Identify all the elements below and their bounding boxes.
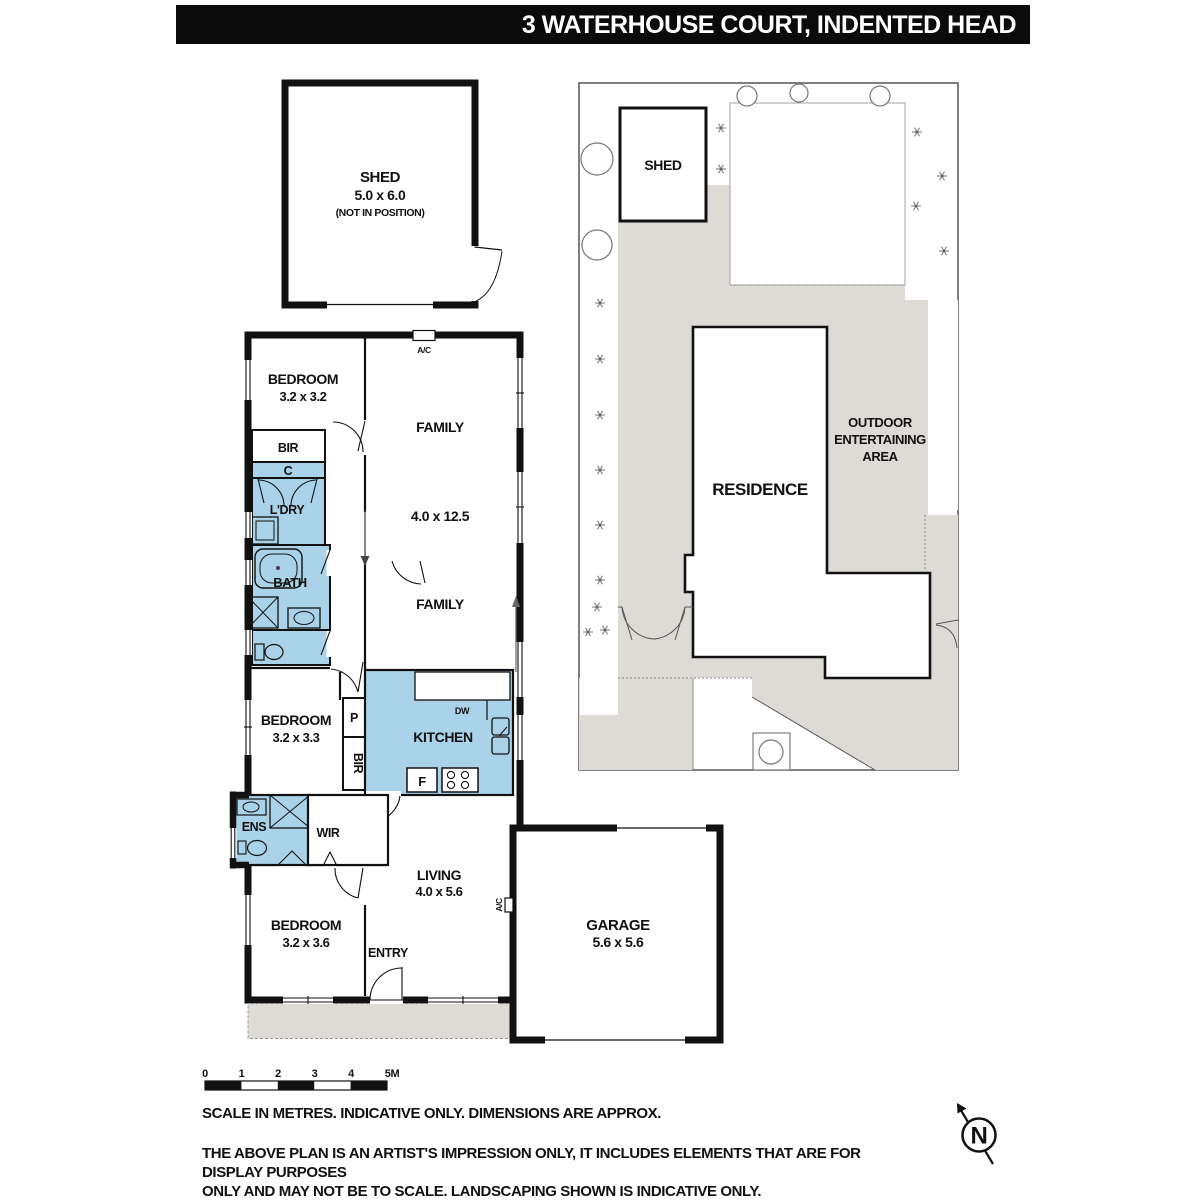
disclaimer-line2: ONLY AND MAY NOT BE TO SCALE. LANDSCAPING SHOWN IS INDICATIVE ONLY. — [202, 1183, 762, 1200]
scale-tick-1: 1 — [238, 1068, 245, 1080]
scale-tick-0: 0 — [202, 1068, 208, 1080]
bir1-label: BIR — [277, 441, 299, 455]
disclaimer — [202, 1144, 862, 1200]
porch — [248, 1004, 513, 1039]
garden-strip-right — [928, 300, 958, 510]
shed-room — [285, 83, 502, 309]
garden-strip-left — [580, 285, 618, 715]
ac-unit-living — [494, 898, 513, 912]
cupboard-label: C — [283, 464, 293, 478]
bedroom3-label: BEDROOM — [270, 917, 342, 933]
family-dims: 4.0 x 12.5 — [410, 508, 470, 524]
site-plan — [575, 75, 965, 775]
wir-label: WIR — [316, 826, 340, 840]
shed-label: SHED — [359, 169, 401, 186]
shed-dims: 5.0 x 6.0 — [354, 187, 406, 203]
scale-note: SCALE IN METRES. INDICATIVE ONLY. DIMENSIONS ARE APPROX. — [202, 1105, 662, 1122]
bir2-label: BIR — [351, 752, 365, 774]
residence-label: RESIDENCE — [712, 480, 808, 499]
disclaimer-line1: THE ABOVE PLAN IS AN ARTIST'S IMPRESSION ONLY, IT INCLUDES ELEMENTS THAT ARE FOR DISPLAY PURPOSES — [202, 1145, 861, 1181]
fridge-label: F — [418, 774, 426, 789]
family-label: FAMILY — [416, 419, 464, 435]
living-dims: 4.0 x 5.6 — [415, 884, 463, 899]
north-label: N — [970, 1122, 988, 1150]
lawn — [730, 103, 905, 285]
svg-text:A/C: A/C — [494, 898, 504, 912]
living-label: LIVING — [416, 867, 462, 883]
scale-bar — [198, 1066, 408, 1100]
bedroom3-dims: 3.2 x 3.6 — [282, 935, 330, 950]
scale-tick-2: 2 — [275, 1068, 281, 1080]
driveway-tree — [753, 733, 790, 770]
bedroom2-dims: 3.2 x 3.3 — [272, 730, 320, 745]
bedroom1-label: BEDROOM — [267, 371, 339, 387]
garage-label: GARAGE — [586, 917, 650, 934]
svg-text:ENTERTAINING: ENTERTAINING — [834, 432, 926, 447]
entry-label: ENTRY — [368, 946, 408, 960]
svg-text:SHED: SHED — [644, 157, 682, 173]
ens-label: ENS — [241, 820, 267, 834]
kitchen-label: KITCHEN — [413, 729, 473, 745]
bedroom2-label: BEDROOM — [260, 712, 332, 728]
dw-label: DW — [454, 706, 470, 716]
scale-tick-3: 3 — [311, 1068, 318, 1080]
svg-text:AREA: AREA — [862, 449, 898, 464]
site-shed — [620, 108, 706, 221]
shed-note: (NOT IN POSITION) — [335, 207, 425, 219]
scale-tick-5m: 5M — [384, 1068, 400, 1080]
pantry-label: P — [350, 711, 358, 725]
garage-dims: 5.6 x 5.6 — [592, 934, 644, 950]
bedroom1-dims: 3.2 x 3.2 — [279, 389, 327, 404]
family-label2: FAMILY — [416, 596, 464, 612]
scale-tick-4: 4 — [348, 1068, 354, 1080]
laundry-label: L'DRY — [269, 503, 305, 517]
bath-label: BATH — [273, 575, 307, 590]
north-compass — [946, 1098, 1006, 1183]
svg-text:A/C: A/C — [417, 345, 431, 355]
page-title: 3 WATERHOUSE COURT, INDENTED HEAD — [176, 5, 1030, 44]
svg-text:OUTDOOR: OUTDOOR — [848, 415, 912, 430]
wet-areas — [252, 462, 330, 665]
